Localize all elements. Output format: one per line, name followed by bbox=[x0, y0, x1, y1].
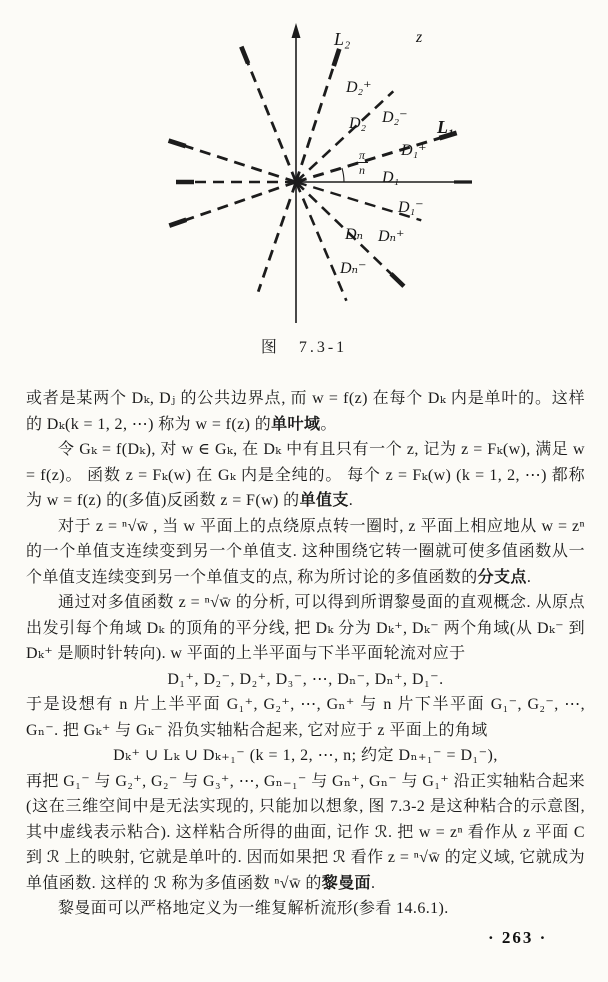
paragraph-3-text: 对于 z = ⁿ√w̄ , 当 w 平面上的点绕原点转一圈时, z 平面上相应地从 w = zⁿ 的一个单值支连续变到另一个单值支. 这种围绕它转一圈就可使多值函数从一个单值支连续变到另一个单值支的点, 称为所讨论的多值函数的 bbox=[26, 517, 585, 586]
figure-7-3-1 bbox=[0, 0, 608, 378]
label-D1-minus: D₁⁻ bbox=[398, 199, 424, 216]
ray-Dn-boundary-bold-tip bbox=[391, 274, 404, 287]
paragraph-7 bbox=[26, 896, 585, 922]
z-plane-star-diagram bbox=[0, 0, 608, 378]
display-formula-union: Dₖ⁺ ∪ Lₖ ∪ Dₖ₊₁⁻ (k = 1, 2, ⋯, n; 约定 Dₙ₊₁⁻ = D₁⁻), bbox=[113, 747, 498, 764]
label-Dn-minus: Dₙ⁻ bbox=[340, 260, 367, 277]
page-number: · 263 · bbox=[488, 928, 548, 947]
paragraph-7-text: 黎曼面可以严格地定义为一维复解析流形(参看 14.6.1). bbox=[58, 900, 449, 917]
label-Dn: Dₙ bbox=[345, 226, 364, 243]
figure-caption: 图 7.3-1 bbox=[260, 339, 348, 356]
paragraph-4-text: 通过对多值函数 z = ⁿ√w̄ 的分析, 可以得到所谓黎曼面的直观概念. 从原点出发引每个角域 Dₖ 的顶角的平分线, 把 Dₖ 分为 Dₖ⁺, Dₖ⁻ 两个角域(从 Dₖ⁻ 到 Dₖ⁺ 是顺时针转向). w 平面的上半平面与下半平面轮流对应于 bbox=[26, 594, 585, 662]
ray-lower-left-shallow bbox=[184, 182, 296, 220]
bold-term-limanmian: 黎曼面 bbox=[321, 874, 371, 892]
bold-term-danzhizhi: 单值支 bbox=[299, 492, 349, 509]
label-D1: D₁ bbox=[382, 169, 400, 186]
paragraph-3-end: . bbox=[526, 568, 532, 586]
paragraph-5-text: 于是设想有 n 片上半平面 G₁⁺, G₂⁺, ⋯, Gₙ⁺ 与 n 片下半平面 G₁⁻, G₂⁻, ⋯, Gₙ⁻. 把 Gₖ⁺ 与 Gₖ⁻ 沿负实轴粘合起来, 它对应于 z 平面上的角域 bbox=[26, 696, 585, 739]
label-D2-plus: D₂⁺ bbox=[346, 79, 372, 96]
paragraph-1-text: 或者是某两个 Dₖ, Dⱼ 的公共边界点, 而 w = f(z) 在每个 Dₖ 内是单叶的。这样的 Dₖ(k = 1, 2, ⋯) 称为 w = f(z) 的 bbox=[26, 390, 585, 433]
paragraph-1 bbox=[26, 386, 585, 437]
ray-upper-left-steep-bold-tip bbox=[241, 47, 248, 64]
label-L2: L₂ bbox=[334, 29, 351, 49]
ray-upper-left-steep bbox=[247, 61, 296, 182]
paragraph-1-end: 。 bbox=[320, 415, 337, 433]
label-L1: L₁ bbox=[437, 117, 455, 137]
label-D2-minus: D₂⁻ bbox=[382, 109, 408, 126]
label-D1-plus: D₁⁺ bbox=[401, 142, 427, 159]
paragraph-6 bbox=[26, 769, 585, 897]
paragraph-6-text: 再把 G₁⁻ 与 G₂⁺, G₂⁻ 与 G₃⁺, ⋯, Gₙ₋₁⁻ 与 Gₙ⁺, Gₙ⁻ 与 G₁⁺ 沿正实轴粘合起来(这在三维空间中是无法实现的, 只能加以想象, 图 7.3-2 是这种粘合的示意图, 其中虚线表示粘合). 这样粘合所得的曲面, 记作 ℛ. 把 w = zⁿ 看作从 z 平面 C 到 ℛ 上的映射, 它就是单叶的. 因而如果把 ℛ 看作 z = ⁿ√w̄ 的定义域, 它就成为单值函数. 这样的 ℛ 称为多值函数 ⁿ√w̄ 的 bbox=[26, 772, 585, 892]
label-z-plane: z bbox=[416, 29, 423, 46]
article-text bbox=[0, 386, 608, 922]
ray-lower-left-shallow-bold-tip bbox=[169, 220, 186, 226]
ray-L2-bold-tip bbox=[334, 49, 340, 66]
paragraph-5 bbox=[26, 692, 585, 743]
bold-term-fenzhidian: 分支点 bbox=[477, 568, 527, 586]
ray-upper-left-shallow-bold-tip bbox=[169, 141, 186, 147]
ray-lower-right-steep bbox=[296, 182, 346, 301]
bold-term-danyeyu: 单叶域 bbox=[271, 415, 321, 433]
paragraph-2-text: 令 Gₖ = f(Dₖ), 对 w ∈ Gₖ, 在 Dₖ 中有且只有一个 z, 记为 z = Fₖ(w), 满足 w = f(z)。 函数 z = Fₖ(w) 在 Gₖ 内是全纯的。 每个 z = Fₖ(w) (k = 1, 2, ⋯) 都称为 w = f(z) 的(多值)反函数 z = F(w) 的 bbox=[26, 441, 585, 509]
label-Dn-plus: Dₙ⁺ bbox=[378, 228, 405, 245]
paragraph-2 bbox=[26, 437, 585, 514]
display-formula-sector-sequence: D₁⁺, D₂⁻, D₂⁺, D₃⁻, ⋯, Dₙ⁻, Dₙ⁺, D₁⁻. bbox=[167, 670, 444, 688]
paragraph-6-end: . bbox=[370, 874, 376, 892]
paragraph-3 bbox=[26, 514, 585, 591]
label-D2: D₂ bbox=[349, 115, 367, 132]
axis-arrowhead-icon bbox=[292, 23, 301, 38]
ray-D2-boundary bbox=[296, 91, 393, 182]
ray-lower-left-steep bbox=[258, 182, 296, 292]
ray-upper-left-shallow bbox=[184, 146, 296, 182]
angle-arc bbox=[342, 168, 344, 182]
label-angle-pi-over-n: $\frac{\pi}{n}$ bbox=[356, 149, 368, 176]
paragraph-4 bbox=[26, 590, 585, 667]
paragraph-2-end: . bbox=[348, 492, 354, 509]
